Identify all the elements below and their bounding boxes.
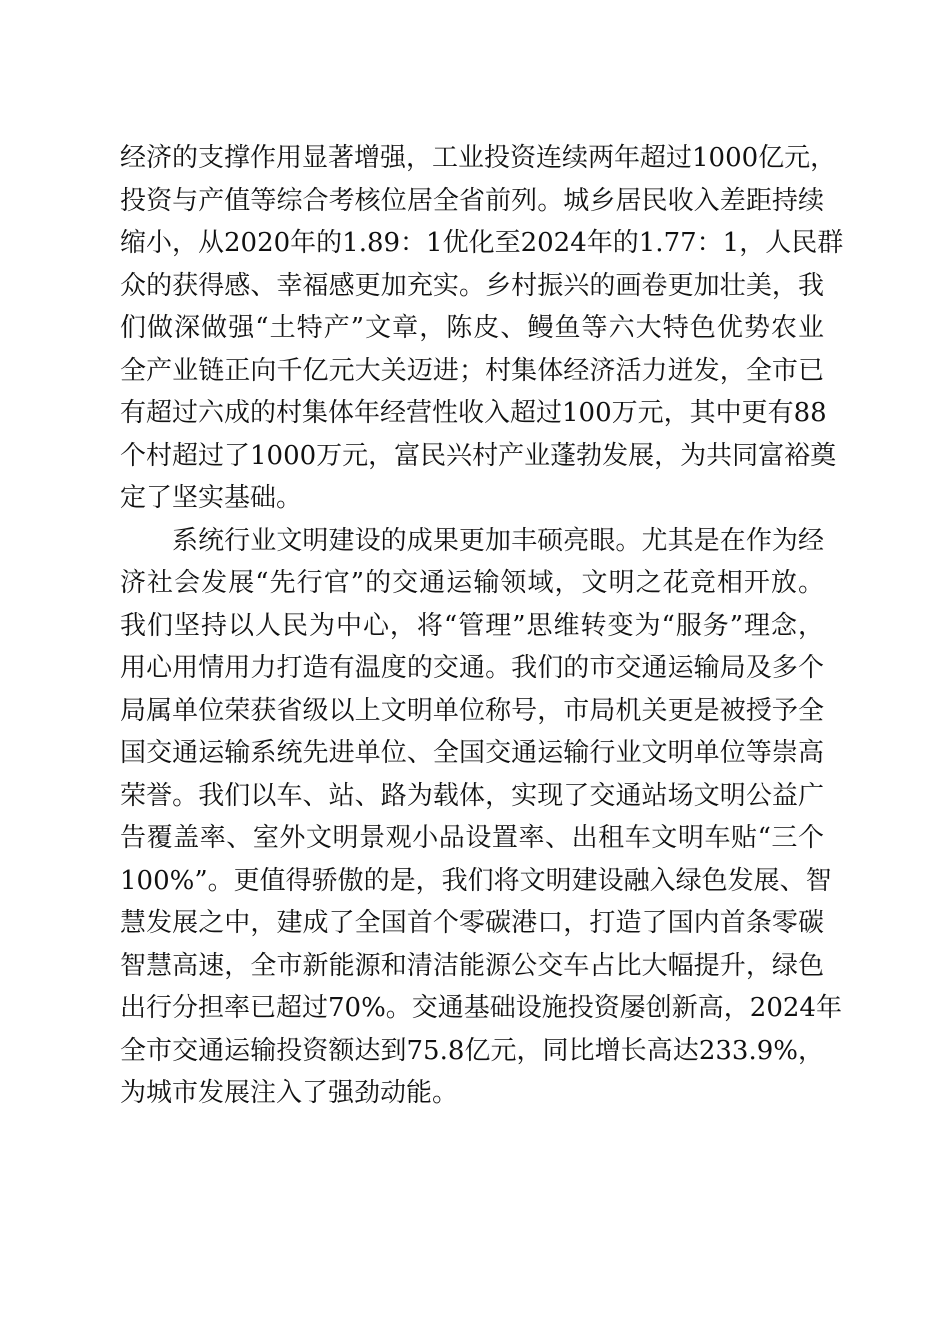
text-line: 全市交通运输投资额达到75.8亿元，同比增长高达233.9%，: [120, 1035, 824, 1066]
text-line: 我们坚持以人民为中心，将“管理”思维转变为“服务”理念，: [120, 610, 824, 641]
text-line: 们做深做强“土特产”文章，陈皮、鳗鱼等六大特色优势农业: [120, 313, 824, 343]
text-line: 为城市发展注入了强劲动能。: [120, 1078, 459, 1108]
text-line: 全产业链正向千亿元大关迈进；村集体经济活力迸发，全市已: [120, 355, 824, 386]
text-line: 济社会发展“先行官”的交通运输领域，文明之花竞相开放。: [120, 568, 824, 598]
text-line: 告覆盖率、室外文明景观小品设置率、出租车文明车贴“三个: [120, 823, 824, 853]
text-line: 荣誉。我们以车、站、路为载体，实现了交通站场文明公益广: [120, 780, 824, 811]
text-line: 局属单位荣获省级以上文明单位称号，市局机关更是被授予全: [120, 695, 824, 726]
text-line: 定了坚实基础。: [120, 483, 303, 513]
text-line: 国交通运输系统先进单位、全国交通运输行业文明单位等崇高: [120, 738, 824, 768]
text-line: 智慧高速，全市新能源和清洁能源公交车占比大幅提升，绿色: [120, 950, 824, 981]
text-line: 用心用情用力打造有温度的交通。我们的市交通运输局及多个: [120, 653, 824, 683]
text-line: 众的获得感、幸福感更加充实。乡村振兴的画卷更加壮美，我: [120, 270, 824, 301]
text-line: 100%”。更值得骄傲的是，我们将文明建设融入绿色发展、智: [120, 865, 832, 896]
text-line: 有超过六成的村集体年经营性收入超过100万元，其中更有88: [120, 398, 827, 428]
text-line: 缩小，从2020年的1.89：1优化至2024年的1.77：1，人民群: [120, 228, 844, 258]
text-line: 系统行业文明建设的成果更加丰硕亮眼。尤其是在作为经: [172, 525, 824, 556]
text-line: 经济的支撑作用显著增强，工业投资连续两年超过1000亿元，: [120, 143, 837, 173]
text-line: 个村超过了1000万元，富民兴村产业蓬勃发展，为共同富裕奠: [120, 440, 837, 471]
text-line: 慧发展之中，建成了全国首个零碳港口，打造了国内首条零碳: [120, 908, 824, 938]
text-line: 投资与产值等综合考核位居全省前列。城乡居民收入差距持续: [120, 185, 824, 216]
text-line: 出行分担率已超过70%。交通基础设施投资屡创新高，2024年: [120, 993, 842, 1023]
